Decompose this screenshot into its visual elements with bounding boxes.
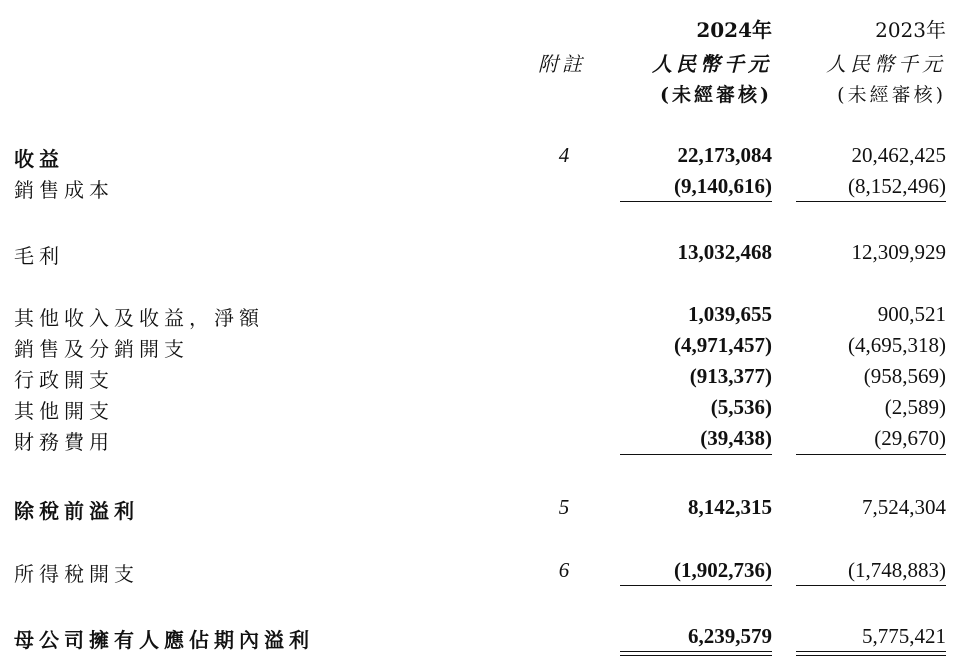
row-2023-cost-of-sales: (8,152,496) — [848, 174, 946, 198]
row-2023-other-expenses: (2,589) — [884, 395, 946, 419]
header-status-2024: (未經審核) — [660, 84, 772, 106]
row-label-profit-attributable: 母公司擁有人應佔期內溢利 — [14, 628, 314, 652]
row-2023-gross-profit: 12,309,929 — [851, 240, 946, 264]
row-2024-income-tax: (1,902,736) — [674, 558, 772, 582]
header-unit-2023: 人民幣千元 — [826, 52, 946, 76]
row-2023-profit-attributable: 5,775,421 — [862, 624, 946, 648]
row-2024-finance-costs: (39,438) — [700, 426, 772, 450]
row-label-admin-expenses: 行政開支 — [14, 368, 114, 392]
header-note-label: 附註 — [538, 52, 586, 76]
row-2024-selling-expenses: (4,971,457) — [674, 333, 772, 357]
row-2024-revenue: 22,173,084 — [677, 143, 772, 167]
row-2023-income-tax: (1,748,883) — [848, 558, 946, 582]
row-label-other-expenses: 其他開支 — [14, 399, 114, 423]
total-double-rule-2024-top — [620, 651, 772, 652]
row-2024-admin-expenses: (913,377) — [689, 364, 772, 388]
header-status-2023: (未經審核) — [837, 84, 946, 106]
subtotal-rule-2024 — [620, 585, 772, 586]
subtotal-rule-2024 — [620, 201, 772, 202]
row-2024-other-expenses: (5,536) — [710, 395, 772, 419]
row-2023-admin-expenses: (958,569) — [863, 364, 946, 388]
row-2023-revenue: 20,462,425 — [851, 143, 946, 167]
row-note-profit-before-tax: 5 — [558, 495, 570, 519]
row-2024-profit-before-tax: 8,142,315 — [688, 495, 772, 519]
row-label-other-income: 其他收入及收益，淨額 — [14, 306, 264, 330]
subtotal-rule-2024 — [620, 454, 772, 455]
row-note-income-tax: 6 — [558, 558, 570, 582]
header-year-2024: 2024年 — [696, 18, 772, 42]
row-2023-profit-before-tax: 7,524,304 — [862, 495, 946, 519]
row-2024-gross-profit: 13,032,468 — [677, 240, 772, 264]
total-double-rule-2024-bottom — [620, 655, 772, 656]
header-unit-2024: 人民幣千元 — [652, 52, 772, 76]
total-double-rule-2023-top — [796, 651, 946, 652]
row-label-finance-costs: 財務費用 — [14, 430, 114, 454]
row-label-selling-expenses: 銷售及分銷開支 — [14, 337, 189, 361]
row-2024-cost-of-sales: (9,140,616) — [674, 174, 772, 198]
row-label-gross-profit: 毛利 — [14, 244, 64, 268]
subtotal-rule-2023 — [796, 201, 946, 202]
total-double-rule-2023-bottom — [796, 655, 946, 656]
row-label-profit-before-tax: 除稅前溢利 — [14, 499, 139, 523]
row-2024-profit-attributable: 6,239,579 — [688, 624, 772, 648]
header-year-2023: 2023年 — [875, 18, 946, 42]
row-2023-selling-expenses: (4,695,318) — [848, 333, 946, 357]
subtotal-rule-2023 — [796, 454, 946, 455]
row-label-income-tax: 所得稅開支 — [14, 562, 139, 586]
subtotal-rule-2023 — [796, 585, 946, 586]
row-label-cost-of-sales: 銷售成本 — [14, 178, 114, 202]
row-2023-finance-costs: (29,670) — [874, 426, 946, 450]
row-2024-other-income: 1,039,655 — [688, 302, 772, 326]
row-label-revenue: 收益 — [14, 147, 64, 171]
row-2023-other-income: 900,521 — [877, 302, 946, 326]
row-note-revenue: 4 — [558, 143, 570, 167]
